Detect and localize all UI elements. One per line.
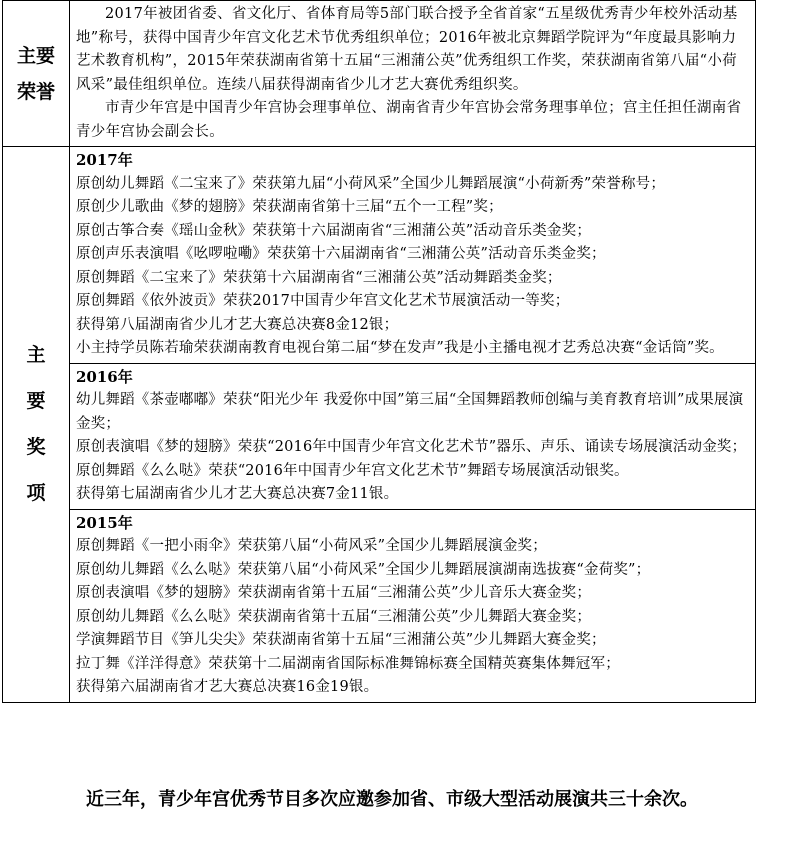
award-item: 小主持学员陈若瑜荣获湖南教育电视台第二届“梦在发声”我是小主播电视才艺秀总决赛“金话筒”奖。 [76,340,724,356]
award-item: 原创声乐表演唱《吆啰啦嘞》荣获第十六届湖南省“三湘蒲公英”活动音乐类金奖； [76,246,606,262]
award-item: 获得第六届湖南省才艺大赛总决赛16金19银。 [76,679,379,695]
award-item: 获得第八届湖南省少儿才艺大赛总决赛8金12银； [76,316,399,333]
awards-label-2: 要 [26,390,46,413]
award-item: 拉丁舞《洋洋得意》荣获第十二届湖南省国际标准舞锦标赛全国精英赛集体舞冠军； [76,655,620,672]
year-heading: 2016年 [76,367,133,386]
honors-row [3,1,756,147]
honors-label-cell [3,1,70,147]
award-item: 原创幼儿舞蹈《么么哒》荣获第八届“小荷风采”全国少儿舞蹈展演湖南选拔赛“金荷奖”； [76,561,651,578]
year-block-2016 [70,364,755,510]
honors-awards-table [2,0,756,703]
award-item: 原创舞蹈《二宝来了》荣获第十六届湖南省“三湘蒲公英”活动舞蹈类金奖； [76,269,562,286]
award-item: 幼儿舞蹈《茶壶嘟嘟》荣获“阳光少年 我爱你中国”第三届“全国舞蹈教师创编与美育教育培训”成果展演金奖； [76,392,744,432]
year-block-2017 [70,147,755,364]
award-item: 学演舞蹈节目《笋儿尖尖》荣获湖南省第十五届“三湘蒲公英”少儿舞蹈大赛金奖； [76,632,606,648]
honors-paragraph-2: 市青少年宫是中国青少年宫协会理事单位、湖南省青少年宫协会常务理事单位；宫主任担任湖南省青少年宫协会副会长。 [76,100,742,140]
award-item: 原创表演唱《梦的翅膀》荣获“2016年中国青少年宫文化艺术节”器乐、声乐、诵读专场展演活动金奖； [76,439,747,455]
awards-label-3: 奖 [26,436,46,459]
award-item: 原创幼儿舞蹈《二宝来了》荣获第九届“小荷风采”全国少儿舞蹈展演“小荷新秀”荣誉称号； [76,175,666,192]
awards-label-cell [3,147,70,703]
awards-content [70,147,756,703]
award-item: 原创舞蹈《依外波贡》荣获2017中国青少年宫文化艺术节展演活动一等奖； [76,293,570,309]
awards-label-1: 主 [26,344,46,367]
awards-label-4: 项 [26,482,46,505]
honors-paragraph-1: 2017年被团省委、省文化厅、省体育局等5部门联合授予全省首家“五星级优秀青少年校外活动基地”称号，获得中国青少年宫文化艺术节优秀组织单位；2016年被北京舞蹈学院评为“年度最具影响力艺术教育机构”，2015年荣获湖南省第十五届“三湘蒲公英”优秀组织工作奖，荣获湖南省第八届“小荷风采”最佳组织单位。连续八届获得湖南省少儿才艺大赛优秀组织奖。 [76,6,738,93]
year-heading: 2017年 [76,151,133,169]
honors-label-1: 主要 [16,44,55,67]
award-item: 原创舞蹈《一把小雨伞》荣获第八届“小荷风采”全国少儿舞蹈展演金奖； [76,538,547,554]
honors-content [70,1,756,147]
award-item: 原创幼儿舞蹈《么么哒》荣获湖南省第十五届“三湘蒲公英”少儿舞蹈大赛金奖； [76,608,592,625]
award-item: 原创古筝合奏《瑶山金秋》荣获第十六届湖南省“三湘蒲公英”活动音乐类金奖； [76,222,592,239]
award-item: 原创少儿歌曲《梦的翅膀》荣获湖南省第十三届“五个一工程”奖； [76,199,503,215]
award-item: 原创舞蹈《么么哒》荣获“2016年中国青少年宫文化艺术节”舞蹈专场展演活动银奖。 [76,462,629,479]
honors-label-2: 荣誉 [16,80,55,103]
award-item: 获得第七届湖南省少儿才艺大赛总决赛7金11银。 [76,486,399,502]
award-item: 原创表演唱《梦的翅膀》荣获湖南省第十五届“三湘蒲公英”少儿音乐大赛金奖； [76,585,592,601]
footer-paragraph [48,785,748,814]
footer-text: 近三年，青少年宫优秀节目多次应邀参加省、市级大型活动展演共三十余次。 [86,789,698,810]
year-block-2015 [70,510,755,702]
awards-row [3,147,756,703]
year-heading: 2015年 [76,513,133,532]
